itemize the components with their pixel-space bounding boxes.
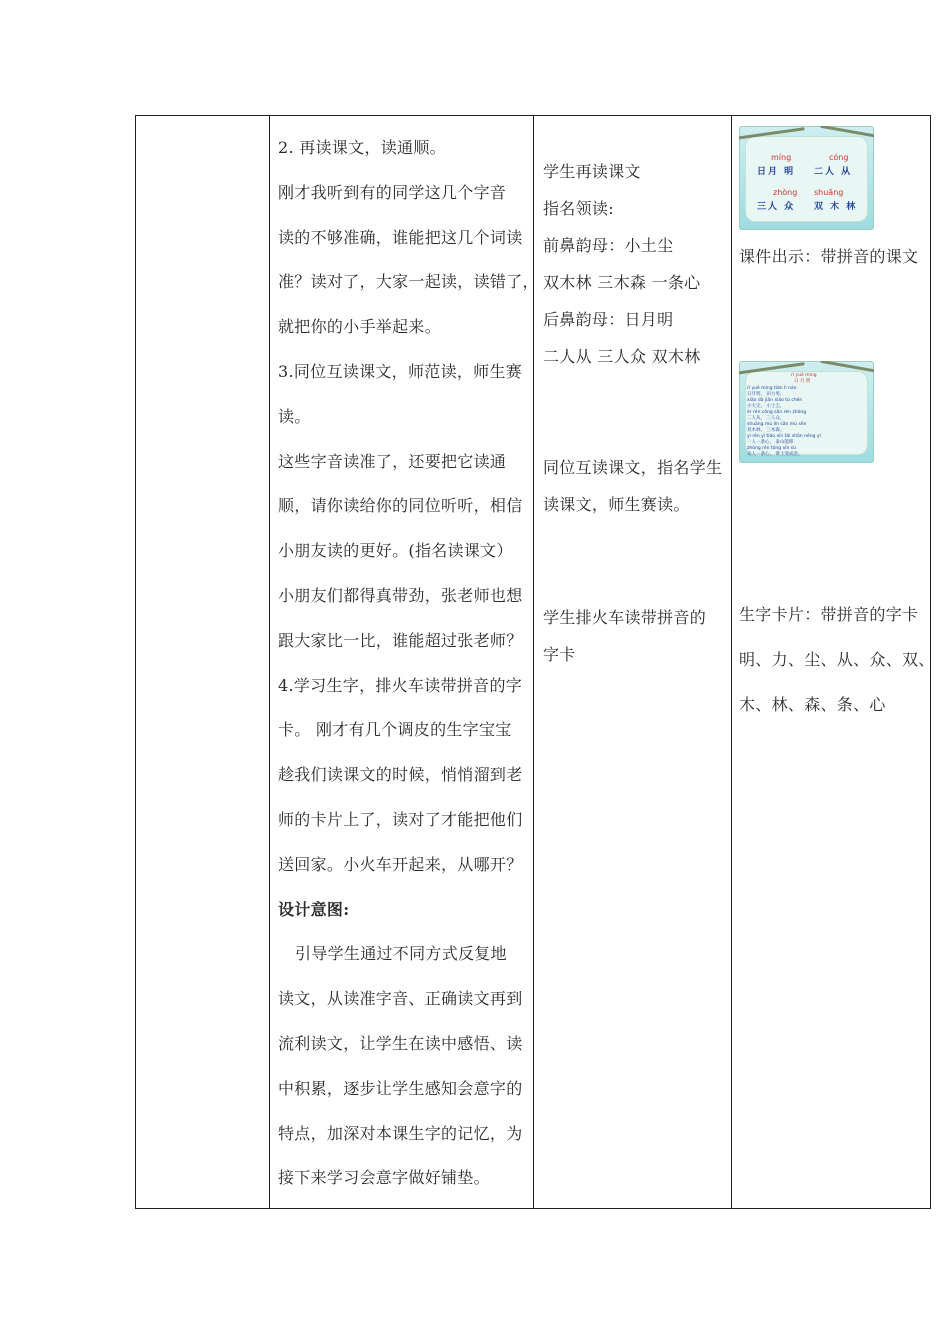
pinyin-label: míng xyxy=(771,153,792,162)
slide-line: zhòng rén tóng xīn sù xyxy=(747,446,796,451)
text-line: 师的卡片上了，读对了才能把他们 xyxy=(278,809,523,829)
word-label: 双 木 林 xyxy=(814,202,858,212)
text-line: 学生再读课文 xyxy=(543,162,641,181)
text-line: 读。 xyxy=(278,406,311,426)
text-line: 送回家。小火车开起来，从哪开？ xyxy=(278,854,523,874)
text-line: 后鼻韵母：日月明 xyxy=(543,310,674,329)
slide-line: 一人一条心， 泰山能移 xyxy=(747,440,794,445)
text-line: 指名领读: xyxy=(543,199,614,218)
slide-title: 日 月 明 xyxy=(794,379,811,384)
pinyin-label: zhòng xyxy=(773,188,798,197)
slide-line: rì yuè míng tián lì nán xyxy=(747,386,797,391)
lesson-table xyxy=(135,115,935,1209)
text-line: 就把你的小手举起来。 xyxy=(278,317,442,337)
word-label: 三人 众 xyxy=(757,202,796,212)
student-activity-column xyxy=(534,116,732,673)
design-intent-heading: 设计意图: xyxy=(278,899,350,919)
text-line: 趁我们读课文的时候，悄悄溜到老 xyxy=(278,765,523,785)
teacher-activity-column xyxy=(269,116,539,1201)
slide-title-pinyin: rì yuè míng xyxy=(791,373,817,378)
media-column xyxy=(732,116,935,727)
text-line: 学生排火车读带拼音的 xyxy=(543,608,707,627)
caption: 明、力、尘、从、众、双、 xyxy=(739,650,935,669)
caption: 木、林、森、条、心 xyxy=(739,695,886,714)
pinyin-label: cóng xyxy=(829,153,849,162)
text-line: 字卡 xyxy=(543,645,576,664)
text-line: 接下来学习会意字做好铺垫。 xyxy=(278,1168,490,1188)
slide-line: 日月明， 田力男， xyxy=(747,392,785,397)
text-line: 小朋友读的更好。(指名读课文） xyxy=(278,541,513,561)
caption: 生字卡片：带拼音的字卡 xyxy=(739,605,919,624)
slide-line: èr rén cóng sān rén zhòng xyxy=(747,410,807,415)
text-line: 小朋友们都得真带劲，张老师也想 xyxy=(278,585,523,605)
text-line: 前鼻韵母：小土尘 xyxy=(543,236,674,255)
slide-line: xiǎo dà jiān xiǎo tǔ chén xyxy=(747,398,803,403)
text-line: 流利读文，让学生在读中感悟、读 xyxy=(278,1033,523,1053)
text-line: 特点，加深对本课生字的记忆，为 xyxy=(278,1123,523,1143)
text-line: 顺，请你读给你的同位听听，相信 xyxy=(278,496,523,516)
courseware-text-slide-image xyxy=(739,361,874,463)
slide-line: 小大尖， 小土尘， xyxy=(747,404,785,409)
text-line: 同位互读课文，指名学生 xyxy=(543,458,723,477)
slide-line: 二人从， 三人众， xyxy=(747,416,785,421)
text-line: 2. 再读课文，读通顺。 xyxy=(278,138,446,157)
text-line: 这些字音读准了，还要把它读通 xyxy=(278,451,507,471)
text-line: 4.学习生字，排火车读带拼音的字 xyxy=(278,675,523,695)
slide-line: 双木林， 三木森。 xyxy=(747,428,785,433)
text-line: 中积累，逐步让学生感知会意字的 xyxy=(278,1078,523,1098)
slide-line: shuāng mù lín sān mù sēn xyxy=(747,422,807,427)
text-line: 双木林 三木森 一条心 xyxy=(543,273,701,292)
text-line: 准？读对了，大家一起读，读错了， xyxy=(278,272,539,292)
text-line: 读文，从读准字音、正确读文再到 xyxy=(278,989,523,1009)
text-line: 读课文，师生赛读。 xyxy=(543,495,690,514)
text-line: 读的不够准确，谁能把这几个词读 xyxy=(278,227,523,247)
text-line: 刚才我听到有的同学这几个字音 xyxy=(278,182,507,202)
text-line: 3.同位互读课文，师范读，师生赛 xyxy=(278,361,523,381)
slide-line: yì rén yì tiáo xīn tài shān néng yí xyxy=(747,434,821,439)
text-line: 卡。 刚才有几个调皮的生字宝宝 xyxy=(278,720,512,740)
slide-line: 众人一条心， 黄土变成金。 xyxy=(747,452,803,457)
text-line: 引导学生通过不同方式反复地 xyxy=(295,944,507,964)
text-line: 二人从 三人众 双木林 xyxy=(543,347,701,366)
word-label: 二人 从 xyxy=(814,167,853,177)
text-line: 跟大家比一比，谁能超过张老师？ xyxy=(278,630,523,650)
word-label: 日月 明 xyxy=(757,167,796,177)
courseware-slide-image xyxy=(739,126,874,230)
caption: 课件出示：带拼音的课文 xyxy=(739,247,919,266)
pinyin-label: shuāng xyxy=(814,188,844,197)
